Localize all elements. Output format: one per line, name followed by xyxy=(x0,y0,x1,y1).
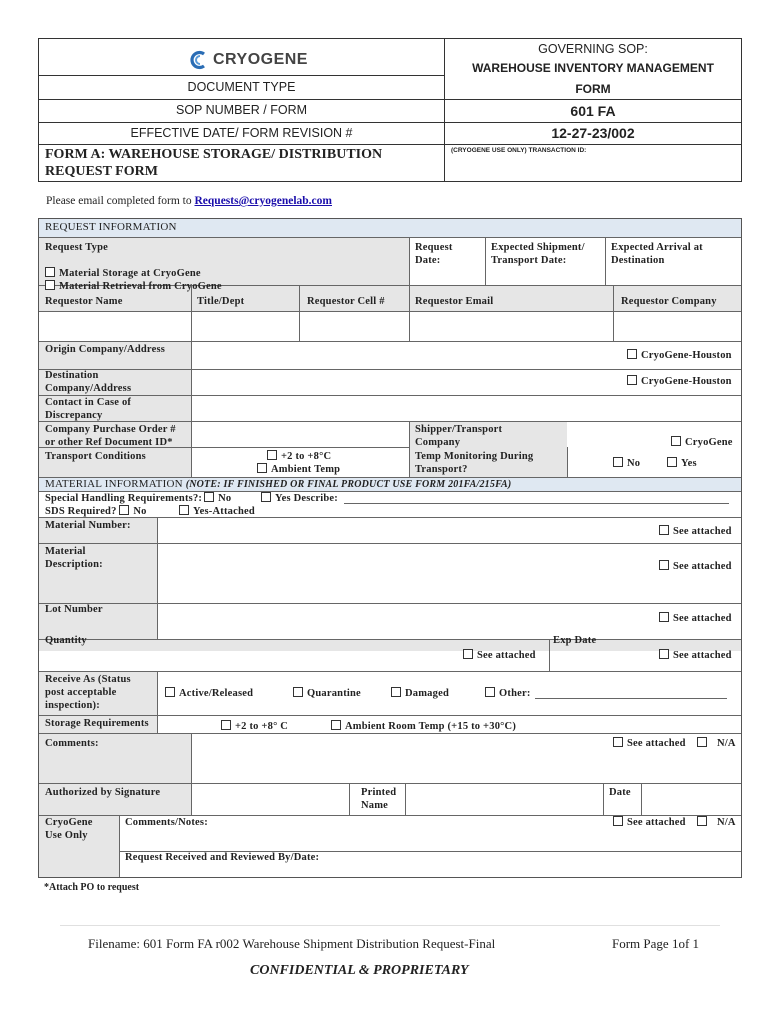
footer-confidential: CONFIDENTIAL & PROPRIETARY xyxy=(250,963,469,978)
intro-text xyxy=(46,195,332,207)
cryogene-use-only-label: CryoGene Use Only xyxy=(45,817,93,841)
material-storage-option[interactable]: Material Storage at CryoGene xyxy=(45,267,201,280)
authorized-signature-label: Authorized by Signature xyxy=(45,787,161,798)
checkbox[interactable] xyxy=(331,720,341,730)
logo-text: CRYOGENE xyxy=(213,51,308,68)
footer-filename: Filename: 601 Form FA r002 Warehouse Shipment Distribution Request-Final xyxy=(88,936,496,951)
transport-conditions-label: Transport Conditions xyxy=(45,451,146,462)
shipment-date-label: Expected Shipment/ Transport Date: xyxy=(491,242,585,266)
notes-see-attached[interactable]: See attached xyxy=(613,816,686,829)
temp-monitoring-no[interactable]: No xyxy=(613,457,640,470)
checkbox[interactable] xyxy=(627,375,637,385)
special-handling-no-checkbox[interactable] xyxy=(204,492,214,502)
temp-monitoring-yes[interactable]: Yes xyxy=(667,457,697,470)
form-title-line-1: FORM A: WAREHOUSE STORAGE/ DISTRIBUTION xyxy=(45,147,383,162)
checkbox[interactable] xyxy=(659,649,669,659)
requestor-cell-label: Requestor Cell # xyxy=(307,296,385,307)
special-handling-row: Special Handling Requirements?: No xyxy=(45,493,232,504)
checkbox[interactable] xyxy=(671,436,681,446)
checkbox[interactable] xyxy=(613,737,623,747)
lot-number-label: Lot Number xyxy=(45,604,103,615)
sop-label: SOP NUMBER / FORM xyxy=(175,103,308,117)
destination-label: Destination Company/Address xyxy=(45,370,132,394)
form-header xyxy=(38,38,742,182)
comments-label: Comments: xyxy=(45,738,99,749)
request-email-link[interactable]: Requests@cryogenelab.com xyxy=(194,195,332,207)
receive-quarantine-option[interactable]: Quarantine xyxy=(293,687,361,700)
request-date-label: Request Date: xyxy=(415,242,453,266)
notes-na[interactable]: N/A xyxy=(697,816,736,829)
checkbox[interactable] xyxy=(391,687,401,697)
purchase-order-label: Company Purchase Order # or other Ref Document ID* xyxy=(45,424,176,448)
shipper-cryogene-option[interactable]: CryoGene xyxy=(671,436,733,449)
checkbox[interactable] xyxy=(659,560,669,570)
quantity-see-attached[interactable]: See attached xyxy=(463,649,536,662)
storage-requirements-label: Storage Requirements xyxy=(45,718,149,729)
checkbox[interactable] xyxy=(165,687,175,697)
requestor-email-label: Requestor Email xyxy=(415,296,494,307)
receive-damaged-option[interactable]: Damaged xyxy=(391,687,449,700)
exp-date-see-attached[interactable]: See attached xyxy=(659,649,732,662)
receive-active-option[interactable]: Active/Released xyxy=(165,687,253,700)
origin-label: Origin Company/Address xyxy=(45,344,166,355)
footnote: *Attach PO to request xyxy=(44,882,140,893)
checkbox[interactable] xyxy=(613,457,623,467)
checkbox[interactable] xyxy=(627,349,637,359)
section-request-information: REQUEST INFORMATION xyxy=(45,221,177,233)
checkbox[interactable] xyxy=(463,649,473,659)
transport-cold-option[interactable]: +2 to +8°C xyxy=(267,450,331,463)
requestor-name-label: Requestor Name xyxy=(45,296,123,307)
origin-houston-option[interactable]: CryoGene-Houston xyxy=(627,349,732,362)
logo-icon xyxy=(189,50,211,70)
receive-other-line[interactable] xyxy=(535,698,727,699)
governing-label: GOVERNING SOP: xyxy=(538,42,648,56)
checkbox[interactable] xyxy=(45,280,55,290)
doc-type-label: DOCUMENT TYPE xyxy=(187,80,296,94)
checkbox[interactable] xyxy=(293,687,303,697)
checkbox[interactable] xyxy=(267,450,277,460)
lot-number-see-attached[interactable]: See attached xyxy=(659,612,732,625)
checkbox[interactable] xyxy=(221,720,231,730)
footer-page: Form Page 1of 1 xyxy=(612,936,700,951)
transaction-id-label: (CRYOGENE USE ONLY) TRANSACTION ID: xyxy=(451,147,587,154)
material-description-see-attached[interactable]: See attached xyxy=(659,560,732,573)
section-material-information: MATERIAL INFORMATION (NOTE: IF FINISHED OR FINAL PRODUCT USE FORM 201FA/215FA) xyxy=(45,478,512,490)
printed-name-label: Printed Name xyxy=(361,787,397,811)
material-number-label: Material Number: xyxy=(45,520,131,531)
request-type-label: Request Type xyxy=(45,242,108,253)
checkbox[interactable] xyxy=(485,687,495,697)
quantity-label: Quantity xyxy=(45,635,87,646)
checkbox[interactable] xyxy=(179,505,189,515)
checkbox[interactable] xyxy=(659,612,669,622)
comments-na[interactable]: N/A xyxy=(697,737,736,750)
shipper-label: Shipper/Transport Company xyxy=(415,424,503,448)
requestor-company-label: Requestor Company xyxy=(621,296,717,307)
checkbox[interactable] xyxy=(667,457,677,467)
exp-date-label: Exp Date xyxy=(553,635,597,646)
effective-label: EFFECTIVE DATE/ FORM REVISION # xyxy=(130,126,353,140)
storage-cold-option[interactable]: +2 to +8° C xyxy=(221,720,288,733)
checkbox[interactable] xyxy=(697,816,707,826)
checkbox[interactable] xyxy=(659,525,669,535)
storage-ambient-option[interactable]: Ambient Room Temp (+15 to +30°C) xyxy=(331,720,516,733)
intro-prefix: Please email completed form to xyxy=(46,195,195,207)
temp-monitoring-label: Temp Monitoring During Transport? xyxy=(415,451,534,475)
receive-other-option[interactable]: Other: xyxy=(485,687,531,700)
checkbox[interactable] xyxy=(257,463,267,473)
material-description-label: Material Description: xyxy=(45,546,103,570)
sds-required-row: SDS Required? No xyxy=(45,506,147,517)
footer-divider xyxy=(60,925,720,926)
request-form-grid xyxy=(38,218,742,878)
received-reviewed-label: Request Received and Reviewed By/Date: xyxy=(125,852,320,863)
governing-value: WAREHOUSE INVENTORY MANAGEMENT xyxy=(472,61,714,75)
material-retrieval-option[interactable]: Material Retrieval from CryoGene xyxy=(45,280,222,293)
checkbox[interactable] xyxy=(45,267,55,277)
transaction-id-field[interactable] xyxy=(639,145,739,165)
transport-ambient-option[interactable]: Ambient Temp xyxy=(257,463,340,476)
arrival-label: Expected Arrival at Destination xyxy=(611,242,703,266)
material-note: (NOTE: IF FINISHED OR FINAL PRODUCT USE FORM 201FA/215FA) xyxy=(185,479,512,490)
comments-see-attached[interactable]: See attached xyxy=(613,737,686,750)
title-dept-label: Title/Dept xyxy=(197,296,245,307)
sds-yes-attached[interactable]: Yes-Attached xyxy=(179,505,255,518)
doc-type-value: FORM xyxy=(575,82,611,96)
cryogene-logo xyxy=(189,49,309,71)
effective-value: 12-27-23/002 xyxy=(551,125,635,141)
checkbox[interactable] xyxy=(697,737,707,747)
sop-value: 601 FA xyxy=(570,103,616,119)
comments-notes-label: Comments/Notes: xyxy=(125,817,208,828)
date-label: Date xyxy=(609,787,631,798)
receive-as-label: Receive As (Status post acceptable inspection): xyxy=(45,674,131,711)
checkbox[interactable] xyxy=(613,816,623,826)
special-handling-yes[interactable]: Yes Describe: xyxy=(261,492,338,505)
checkbox[interactable] xyxy=(261,492,271,502)
special-handling-describe-line[interactable] xyxy=(344,503,729,504)
sds-no-checkbox[interactable] xyxy=(119,505,129,515)
destination-houston-option[interactable]: CryoGene-Houston xyxy=(627,375,732,388)
contact-label: Contact in Case of Discrepancy xyxy=(45,397,132,421)
form-title-line-2: REQUEST FORM xyxy=(45,164,158,179)
material-number-see-attached[interactable]: See attached xyxy=(659,525,732,538)
